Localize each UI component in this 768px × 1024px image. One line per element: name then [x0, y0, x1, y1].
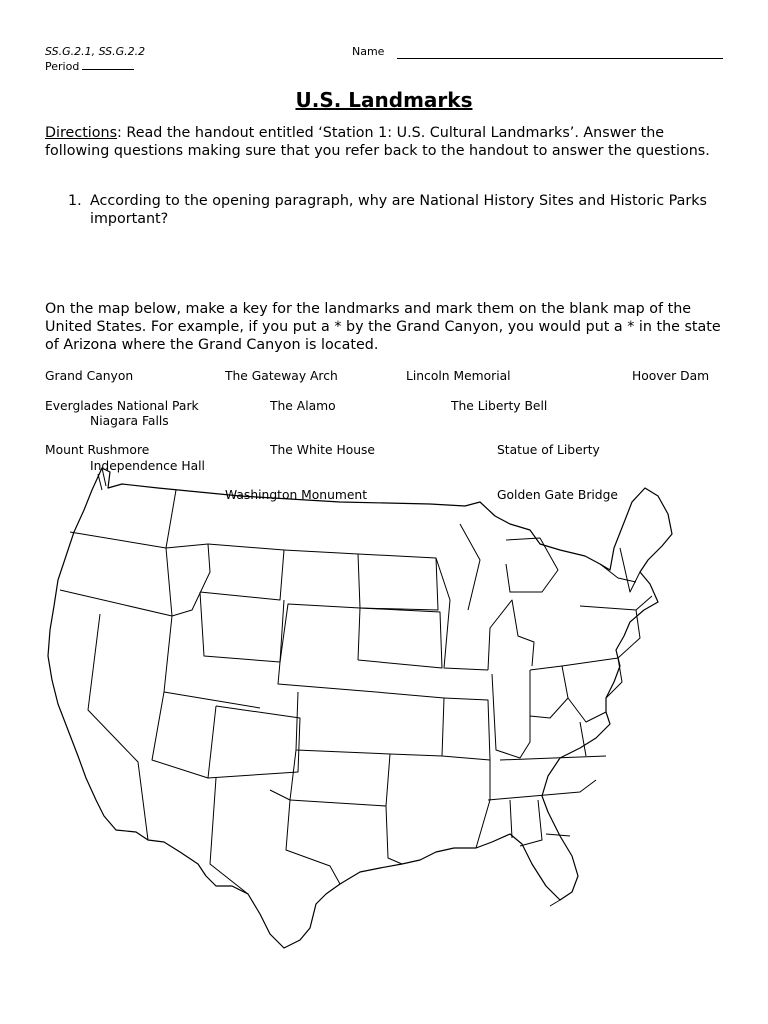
name-label: Name: [352, 45, 385, 58]
landmark-everglades: Everglades National Park: [45, 399, 199, 413]
map-directions: On the map below, make a key for the landmarks and mark them on the blank map of the United States. For example, if you put a * by the Grand Canyon, you would put a * in the state of Arizona where the Grand Canyon is located.: [45, 301, 721, 353]
period-blank-line[interactable]: [82, 60, 134, 70]
directions-label: Directions: [45, 125, 118, 141]
puget-sound-detail: [98, 468, 106, 490]
landmark-white-house: The White House: [270, 443, 375, 457]
us-outline: [48, 468, 672, 948]
landmark-gateway-arch: The Gateway Arch: [225, 369, 338, 383]
landmark-washington-monument: Washington Monument: [225, 488, 368, 502]
directions-paragraph: [45, 124, 725, 160]
question-1-text: According to the opening paragraph, why are National History Sites and Historic Parks important?: [90, 193, 707, 227]
landmark-independence-hall: Independence Hall: [90, 459, 205, 473]
landmark-alamo: The Alamo: [270, 399, 336, 413]
landmark-lincoln-memorial: Lincoln Memorial: [406, 369, 511, 383]
standards-code: SS.G.2.1, SS.G.2.2: [45, 45, 146, 58]
landmark-statue-of-liberty: Statue of Liberty: [497, 443, 600, 457]
landmark-grand-canyon: Grand Canyon: [45, 369, 134, 383]
period-field[interactable]: [45, 60, 134, 73]
question-1: [68, 192, 728, 228]
landmark-mount-rushmore: Mount Rushmore: [45, 443, 150, 457]
name-blank-line[interactable]: [397, 58, 723, 59]
landmark-niagara-falls: Niagara Falls: [90, 414, 169, 428]
period-label: Period: [45, 60, 80, 73]
landmark-hoover-dam: Hoover Dam: [632, 369, 710, 383]
directions-text: : Read the handout entitled ‘Station 1: U.S. Cultural Landmarks’. Answer the following questions making sure that you refer back to the handout to answer the questions.: [45, 125, 710, 159]
question-1-number: 1.: [68, 193, 82, 209]
landmark-liberty-bell: The Liberty Bell: [451, 399, 548, 413]
page-title: U.S. Landmarks: [295, 88, 473, 112]
florida-keys-detail: [550, 900, 560, 906]
blank-us-map[interactable]: [40, 460, 680, 960]
landmark-golden-gate-bridge: Golden Gate Bridge: [497, 488, 618, 502]
